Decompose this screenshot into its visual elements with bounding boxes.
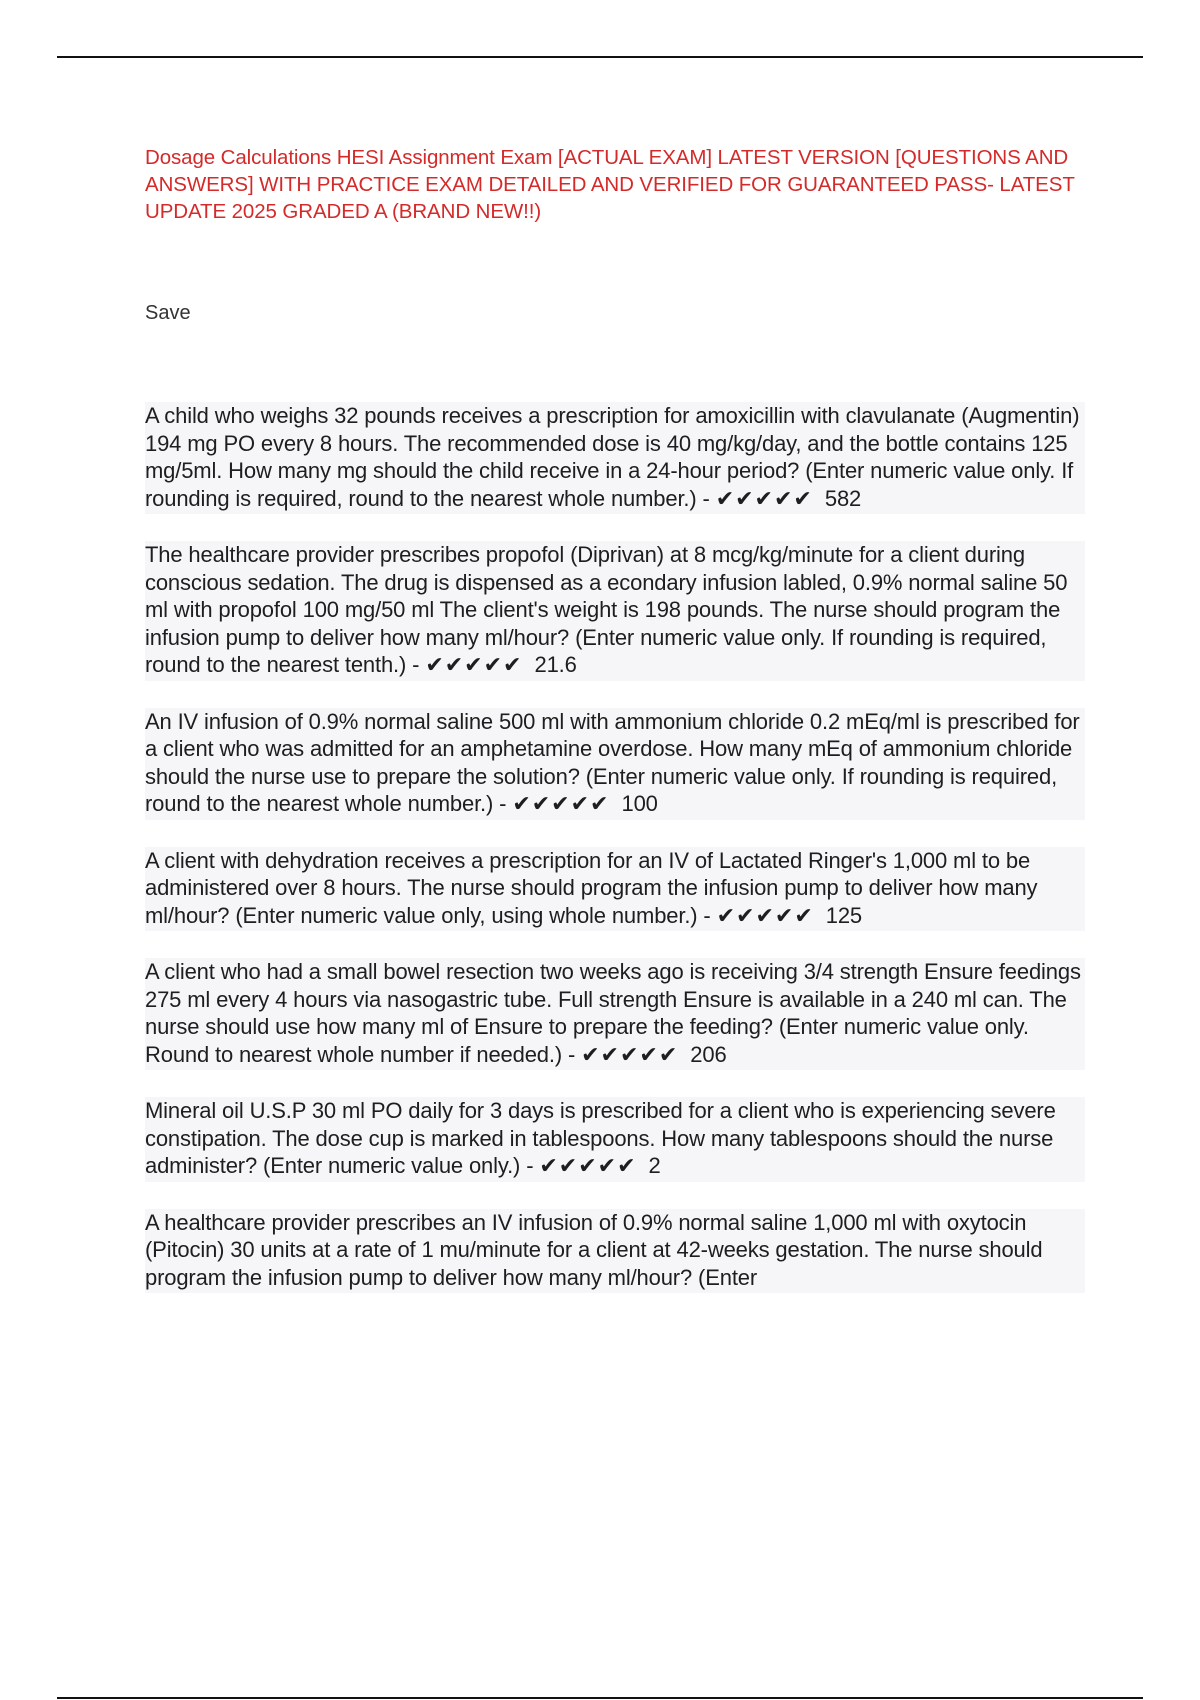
document-body — [145, 144, 1085, 1320]
bottom-divider — [57, 1697, 1143, 1699]
check-marks-icon: ✔✔✔✔✔ — [425, 652, 523, 677]
qa-item — [145, 958, 1085, 1070]
check-marks-icon: ✔✔✔✔✔ — [512, 791, 610, 816]
qa-list — [145, 402, 1085, 1293]
question-text: A client who had a small bowel resection two weeks ago is receiving 3/4 strength Ensure feedings 275 ml every 4 hours via nasogastric tube. Full strength Ensure is available in a 240 ml can. The nurse should use how many ml of Ensure to prepare the feeding? (Enter numeric value only. Round to nearest whole number if needed.) — [145, 959, 1081, 1067]
qa-item — [145, 708, 1085, 820]
answer-value: 2 — [648, 1153, 661, 1178]
separator: - — [562, 1041, 582, 1067]
check-marks-icon: ✔✔✔✔✔ — [716, 902, 814, 928]
save-link[interactable]: Save — [145, 302, 191, 324]
question-text: The healthcare provider prescribes propofol (Diprivan) at 8 mcg/kg/minute for a client during conscious sedation. The drug is dispensed as a econdary infusion labled, 0.9% normal saline 50 ml with propofol 100 mg/50 ml The client's weight is 198 pounds. The nurse should program the infusion pump to deliver how many ml/hour? (Enter numeric value only. If rounding is required, round to the nearest tenth.) — [145, 542, 1068, 677]
separator: - — [697, 902, 717, 928]
qa-item — [145, 541, 1085, 681]
separator: - — [520, 1153, 540, 1178]
separator: - — [406, 652, 426, 677]
question-text: Mineral oil U.S.P 30 ml PO daily for 3 days is prescribed for a client who is experiencing severe constipation. The dose cup is marked in tablespoons. How many tablespoons should the nurse administer? (Enter numeric value only.) — [145, 1098, 1056, 1178]
separator: - — [696, 485, 716, 511]
separator: - — [493, 791, 513, 816]
question-text: A child who weighs 32 pounds receives a prescription for amoxicillin with clavulanate (Augmentin) 194 mg PO every 8 hours. The recommended dose is 40 mg/kg/day, and the bottle contains 125 mg/5ml. How many mg should the child receive in a 24-hour period? (Enter numeric value only. If rounding is required, round to the nearest whole number.) — [145, 403, 1080, 511]
qa-item — [145, 847, 1085, 932]
check-marks-icon: ✔✔✔✔✔ — [581, 1041, 679, 1067]
question-text: A client with dehydration receives a prescription for an IV of Lactated Ringer's 1,000 ml to be administered over 8 hours. The nurse should program the infusion pump to deliver how many ml/hour? (Enter numeric value only, using whole number.) — [145, 847, 1038, 928]
answer-value: 100 — [621, 791, 658, 816]
check-marks-icon: ✔✔✔✔✔ — [715, 485, 813, 511]
qa-item-partial — [145, 1209, 1085, 1294]
qa-item — [145, 1097, 1085, 1182]
check-marks-icon: ✔✔✔✔✔ — [539, 1153, 637, 1178]
answer-value: 125 — [825, 902, 863, 928]
answer-value: 21.6 — [534, 652, 577, 677]
question-text: A healthcare provider prescribes an IV infusion of 0.9% normal saline 1,000 ml with oxytocin (Pitocin) 30 units at a rate of 1 mu/minute for a client at 42-weeks gestation. The nurse should program the infusion pump to deliver how many ml/hour? (Enter — [145, 1209, 1043, 1290]
answer-value: 582 — [824, 485, 862, 511]
top-divider — [57, 56, 1143, 58]
qa-item — [145, 402, 1085, 514]
document-title: Dosage Calculations HESI Assignment Exam [ACTUAL EXAM] LATEST VERSION [QUESTIONS AND ANSWERS] WITH PRACTICE EXAM DETAILED AND VERIFIED FOR GUARANTEED PASS- LATEST UPDATE 2025 GRADED A (BRAND NEW!!) — [145, 146, 1075, 223]
question-text: An IV infusion of 0.9% normal saline 500 ml with ammonium chloride 0.2 mEq/ml is prescribed for a client who was admitted for an amphetamine overdose. How many mEq of ammonium chloride should the nurse use to prepare the solution? (Enter numeric value only. If rounding is required, round to the nearest whole number.) — [145, 708, 1080, 816]
answer-value: 206 — [690, 1041, 727, 1067]
